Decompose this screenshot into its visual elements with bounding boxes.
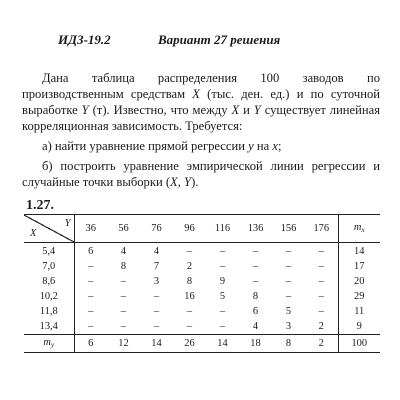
table-row	[24, 259, 380, 274]
task-b: б) построить уравнение эмпирической линии регрессии и случайные точки выборки (X, Y).	[22, 159, 380, 189]
frequency-cell: –	[219, 321, 226, 332]
problem-text: Дана таблица распределения 100 заводов по производственным средствам X (тыс. ден. ед.) и по суточной выработке Y (т). Известно, что между X и Y существует линейная корреляционная зависимость. Требуется:	[22, 71, 380, 133]
table-row	[24, 304, 380, 319]
frequency-cell: 6	[252, 306, 259, 317]
corner-x-label: X	[30, 228, 37, 239]
distribution-table	[24, 214, 380, 353]
x-value-cell: 13,4	[24, 319, 74, 335]
frequency-cell: –	[186, 306, 193, 317]
frequency-cell: –	[219, 261, 226, 272]
frequency-cell: 5	[219, 291, 226, 302]
mx-total-cell: 14	[338, 243, 380, 260]
problem-statement	[22, 70, 380, 134]
x-value-cell: 8,6	[24, 274, 74, 289]
grand-total-cell: 100	[338, 335, 380, 353]
frequency-cell: –	[252, 261, 259, 272]
y-header: 136	[239, 215, 272, 243]
frequency-cell: 3	[153, 276, 160, 287]
y-header: 176	[305, 215, 338, 243]
frequency-cell: 3	[285, 321, 292, 332]
frequency-cell: 7	[153, 261, 160, 272]
frequency-cell: 8	[186, 276, 193, 287]
my-total-cell: 12	[107, 335, 140, 353]
frequency-cell: –	[318, 291, 324, 302]
mx-total-cell: 17	[338, 259, 380, 274]
frequency-cell: –	[88, 261, 94, 272]
y-header: 36	[74, 215, 107, 243]
x-value-cell: 11,8	[24, 304, 74, 319]
corner-y-label: Y	[64, 218, 71, 229]
frequency-cell: –	[88, 291, 94, 302]
mx-total-cell: 11	[338, 304, 380, 319]
my-total-cell: 2	[305, 335, 338, 353]
frequency-cell: –	[88, 306, 94, 317]
my-total-cell: 8	[272, 335, 305, 353]
frequency-cell: –	[252, 246, 259, 257]
frequency-cell: 16	[184, 291, 195, 302]
mx-header: $m_x$	[338, 215, 380, 243]
problem-number: 1.27.	[26, 198, 54, 213]
task-a: а) найти уравнение прямой регрессии y на x;	[42, 139, 282, 153]
y-header: 156	[272, 215, 305, 243]
table-row	[24, 289, 380, 304]
frequency-cell: –	[153, 306, 160, 317]
my-total-cell: 6	[74, 335, 107, 353]
frequency-cell: –	[252, 276, 259, 287]
frequency-cell: –	[219, 306, 226, 317]
mx-total-cell: 9	[338, 319, 380, 335]
table-row	[24, 274, 380, 289]
y-header: 96	[173, 215, 206, 243]
y-header: 76	[140, 215, 173, 243]
frequency-cell: 9	[219, 276, 226, 287]
y-header: 56	[107, 215, 140, 243]
x-value-cell: 7,0	[24, 259, 74, 274]
frequency-cell: –	[285, 291, 292, 302]
frequency-cell: –	[219, 246, 226, 257]
my-total-cell: 26	[173, 335, 206, 353]
frequency-cell: 6	[88, 246, 94, 257]
frequency-cell: –	[120, 321, 127, 332]
my-total-cell: 18	[239, 335, 272, 353]
y-header: 116	[206, 215, 239, 243]
frequency-cell: –	[186, 246, 193, 257]
frequency-cell: 5	[285, 306, 292, 317]
frequency-cell: –	[285, 261, 292, 272]
frequency-cell: –	[285, 246, 292, 257]
frequency-cell: –	[120, 291, 127, 302]
frequency-cell: –	[318, 276, 324, 287]
variant-title: Вариант 27 решения	[158, 32, 281, 47]
x-value-cell: 10,2	[24, 289, 74, 304]
assignment-code: ИДЗ-19.2	[58, 32, 111, 47]
frequency-cell: 8	[252, 291, 259, 302]
frequency-cell: –	[318, 246, 324, 257]
frequency-cell: –	[186, 321, 193, 332]
frequency-cell: 2	[318, 321, 324, 332]
mx-total-cell: 20	[338, 274, 380, 289]
frequency-cell: –	[318, 261, 324, 272]
header	[0, 32, 400, 52]
frequency-cell: –	[88, 276, 94, 287]
my-total-cell: 14	[206, 335, 239, 353]
table-row	[24, 319, 380, 335]
my-label-cell: $m_y$	[24, 335, 74, 353]
frequency-cell: –	[88, 321, 94, 332]
frequency-cell: 4	[252, 321, 259, 332]
table-header-row	[24, 215, 380, 243]
frequency-cell: –	[285, 276, 292, 287]
mx-total-cell: 29	[338, 289, 380, 304]
frequency-cell: 8	[120, 261, 127, 272]
frequency-cell: –	[153, 291, 160, 302]
frequency-cell: 4	[153, 246, 160, 257]
table-row	[24, 243, 380, 260]
my-total-cell: 14	[140, 335, 173, 353]
x-value-cell: 5,4	[24, 243, 74, 260]
frequency-cell: –	[318, 306, 324, 317]
frequency-cell: –	[153, 321, 160, 332]
corner-cell	[24, 215, 74, 243]
my-totals-row	[24, 335, 380, 353]
frequency-cell: 4	[120, 246, 127, 257]
frequency-cell: 2	[186, 261, 193, 272]
frequency-cell: –	[120, 276, 127, 287]
frequency-cell: –	[120, 306, 127, 317]
